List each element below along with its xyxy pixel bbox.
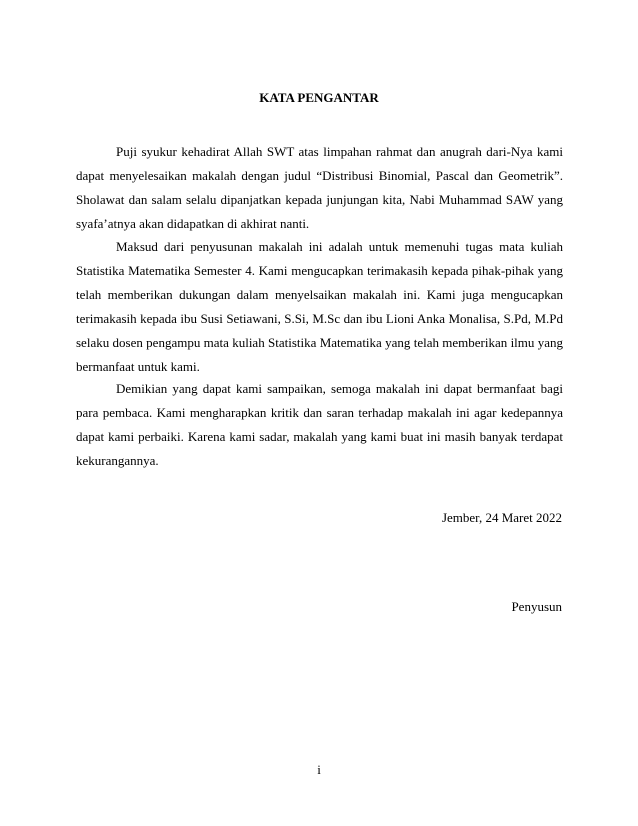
page-number: i xyxy=(317,762,321,777)
paragraph-purpose: Maksud dari penyusunan makalah ini adalah untuk memenuhi tugas mata kuliah Statistika Matematika Semester 4. Kami mengucapkan terimakasih kepada pihak-pihak yang telah memberikan dukungan dalam menyelsaikan makalah ini. Kami juga mengucapkan terimakasih kepada ibu Susi Setiawani, S.Si, M.Sc dan ibu Lioni Anka Monalisa, S.Pd, M.Pd selaku dosen pengampu mata kuliah Statistika Matematika yang telah memberikan ilmu yang bermanfaat untuk kami. xyxy=(76,239,563,374)
place-date: Jember, 24 Maret 2022 xyxy=(441,510,562,525)
page-title: KATA PENGANTAR xyxy=(259,90,379,105)
paragraph-closing: Demikian yang dapat kami sampaikan, semoga makalah ini dapat bermanfaat bagi para pembaca. Kami mengharapkan kritik dan saran terhadap makalah ini agar kedepannya dapat kami perbaiki. Karena kami sadar, makalah yang kami buat ini masih banyak terdapat kekurangannya. xyxy=(76,381,563,468)
author-signature: Penyusun xyxy=(511,599,562,614)
paragraph-opening: Puji syukur kehadirat Allah SWT atas limpahan rahmat dan anugrah dari-Nya kami dapat menyelesaikan makalah dengan judul “Distribusi Binomial, Pascal dan Geometrik”. Sholawat dan salam selalu dipanjatkan kepada junjungan kita, Nabi Muhammad SAW yang syafa’atnya akan didapatkan di akhirat nanti. xyxy=(76,144,563,231)
